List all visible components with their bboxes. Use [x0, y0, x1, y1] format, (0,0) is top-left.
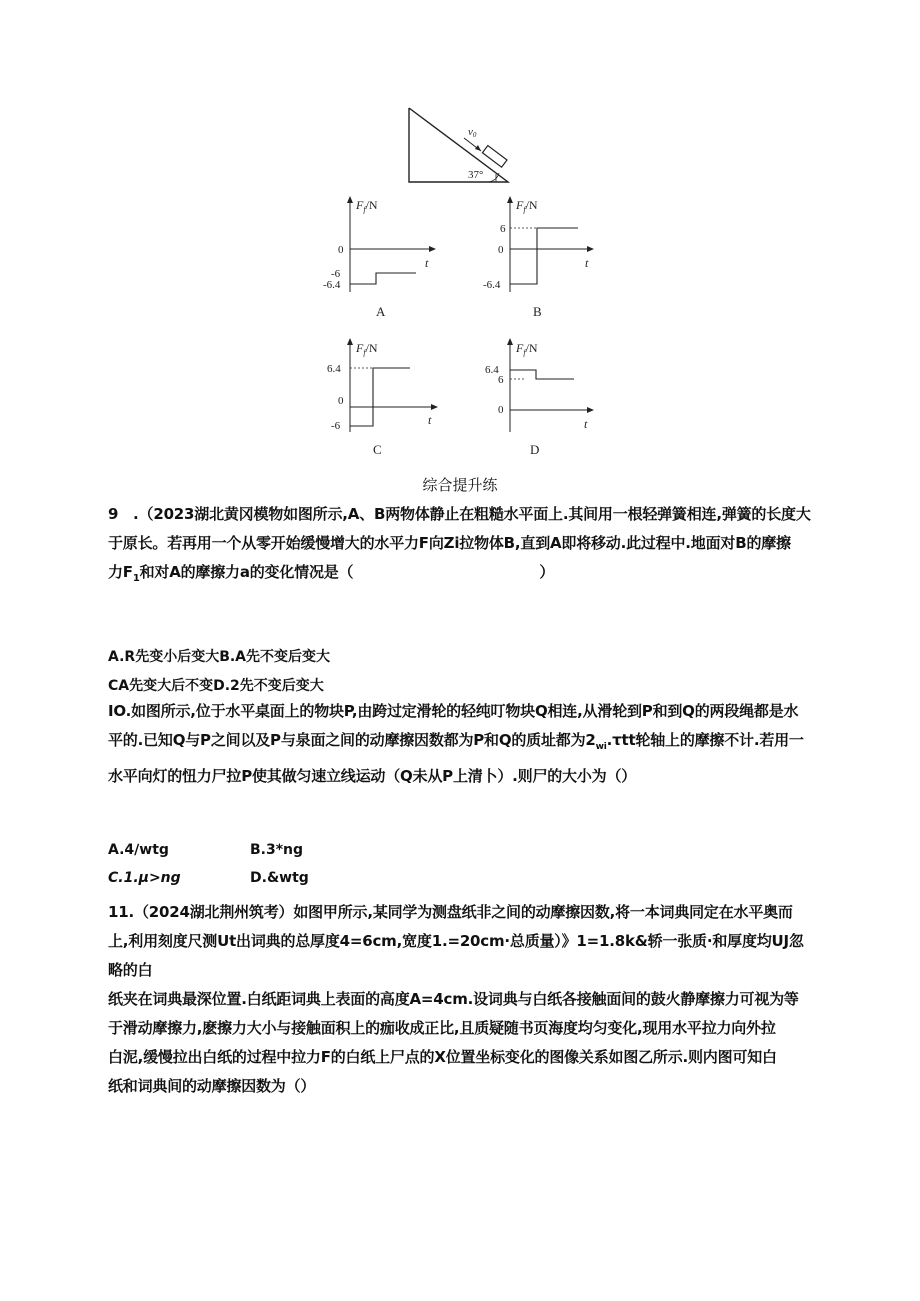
- velocity-label: v0: [468, 126, 477, 139]
- tick-neg6: -6: [331, 420, 341, 432]
- q10-line-2: 平的.已知Q与P之间以及P与泉面之间的动摩擦因数都为P和Q的质址都为$2_{wi}.\tau tt$轮轴上的摩擦不计.若用一: [108, 731, 804, 752]
- q11-line-6: 纸和词典间的动摩擦因数为（）: [108, 1077, 316, 1095]
- graph-c: [320, 334, 470, 459]
- block: [482, 146, 507, 168]
- graph-a: [320, 192, 470, 322]
- graph-label: C: [373, 442, 382, 457]
- series-line: [350, 273, 416, 284]
- q11-line-4: 于滑动摩擦力,麽擦力大小与接触面积上的痂收成正比,且质疑随书页海度均匀变化,现用水平拉力向外拉: [108, 1019, 776, 1037]
- tick-6: 6: [500, 223, 506, 235]
- graph-label: A: [376, 304, 386, 319]
- tick-0: 0: [338, 395, 344, 407]
- graph-label: D: [530, 442, 540, 457]
- tick-neg6-4: -6.4: [323, 279, 341, 291]
- q11-line-1: 11.（2024湖北荆州筑考）如图甲所示,某同学为测盘纸非之间的动摩擦因数,将一本词典同定在水平奥而: [108, 903, 793, 921]
- x-axis-label: t: [425, 256, 429, 270]
- q10-line-3: 水平向灯的忸力尸拉P使其做匀速立线运动（Q未从P上清卜）.则尸的大小为（）: [108, 767, 637, 785]
- series-line: [510, 370, 574, 379]
- q9-line-2: 于原长。若再用一个从零开始缓慢增大的水平力F向Zi拉物体B,直到A即将移动.此过程中.地面对B的摩擦: [108, 534, 791, 552]
- y-axis-label: $F_f/N$: [516, 198, 538, 214]
- tick-neg6-4: -6.4: [483, 279, 501, 291]
- y-axis-label: $F_f/N$: [356, 198, 378, 214]
- q10-option-c: C.1.μ>ng: [108, 870, 181, 886]
- tick-6-4: 6.4: [485, 364, 499, 376]
- q9-line-3: 力$F_1$和对A的摩擦力a的变化情况是（ ）: [108, 563, 555, 584]
- tick-0: 0: [498, 244, 504, 256]
- section-title: 综合提升练: [422, 476, 498, 494]
- question-9: [108, 500, 814, 593]
- x-axis-label: t: [584, 417, 588, 431]
- tick-neg6: -6: [331, 268, 341, 280]
- q11-line-5: 白泥,缓慢拉出白纸的过程中拉力F的白纸上尸点的X位置坐标变化的图像关系如图乙所示.则内图可知白: [108, 1048, 777, 1066]
- q10-option-b: B.3*ng: [250, 842, 304, 858]
- y-axis-label: $F_f/N$: [356, 341, 378, 357]
- angle-label: 37°: [468, 169, 484, 181]
- q10-option-d: D.&wtg: [250, 870, 309, 886]
- y-axis-label: $F_f/N$: [516, 341, 538, 357]
- series-line: [510, 228, 578, 284]
- graph-label: B: [533, 304, 542, 319]
- tick-0: 0: [498, 404, 504, 416]
- q10-line-1: IO.如图所示,位于水平桌面上的物块P,由跨过定滑轮的轻纯叮物块Q相连,从滑轮到P和到Q的两段绳都是水: [108, 702, 799, 720]
- x-axis-label: t: [428, 413, 432, 427]
- tick-0: 0: [338, 244, 344, 256]
- question-11: [108, 898, 814, 1101]
- tick-6: 6: [498, 374, 504, 386]
- graph-b: [478, 192, 628, 322]
- graph-d: [478, 334, 628, 459]
- q10-option-a: A.4∕wtg: [108, 842, 169, 858]
- series-line: [350, 368, 410, 426]
- q11-line-2: 上,利用刻度尺测Ut出词典的总厚度4=6cm,宽度1.=20cm·总质量）》1=1.8k&轿一张质·和厚度均UJ忽略的白: [108, 932, 804, 979]
- q11-line-3: 纸夹在词典最深位置.白纸距词典上表面的高度A=4cm.设词典与白纸各接触面间的鼓火静摩擦力可视为等: [108, 990, 799, 1008]
- question-10: [108, 697, 814, 791]
- tick-6-4: 6.4: [327, 363, 341, 375]
- q9-options-ab: A.R先变小后变大B.A先不变后变大: [108, 649, 331, 665]
- incline-figure: [400, 100, 520, 190]
- q9-options-cd: CA先变大后不变D.2先不变后变大: [108, 678, 324, 694]
- x-axis-label: t: [585, 256, 589, 270]
- q9-line-1: 9 .（2023湖北黄冈模物如图所示,A、B两物体静止在粗糙水平面上.其间用一根轻弹簧相连,弹簧的长度大: [108, 505, 811, 523]
